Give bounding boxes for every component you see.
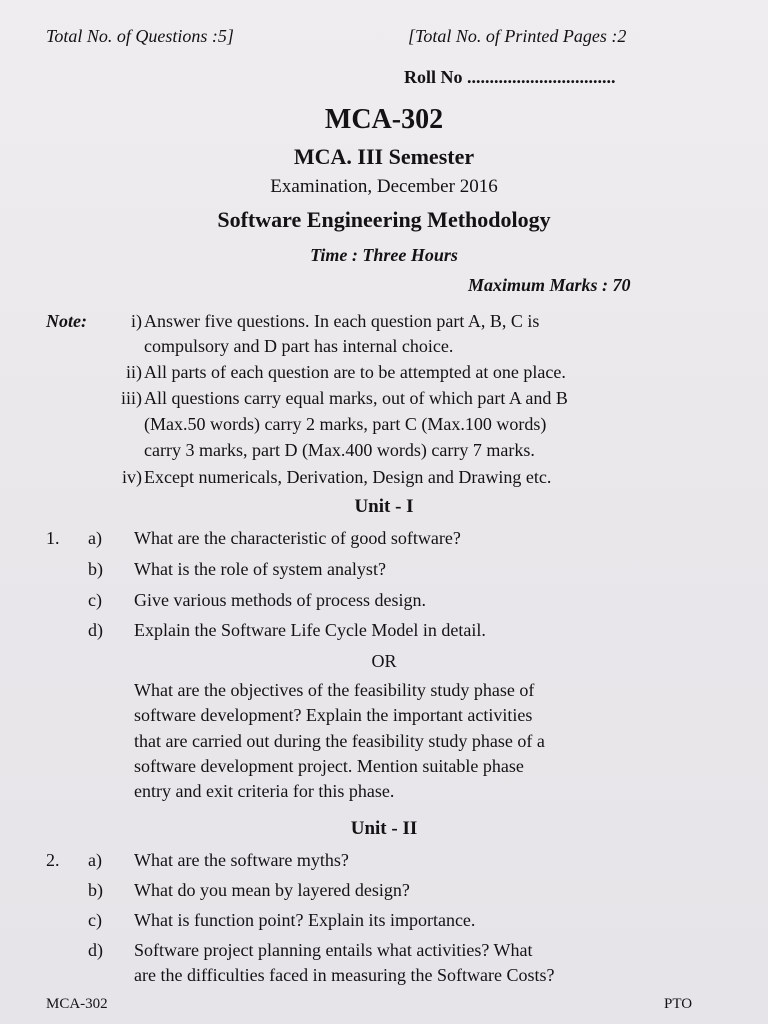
- note-item-line: Except numericals, Derivation, Design and Drawing etc.: [144, 467, 552, 487]
- note-item-line: compulsory and D part has internal choice.: [144, 336, 454, 356]
- question-part-label: a): [88, 850, 102, 870]
- note-item-number: iv): [122, 467, 142, 487]
- question-part-label: b): [88, 880, 103, 900]
- question-part-text: Software project planning entails what activities? What: [134, 940, 533, 960]
- or-separator: OR: [371, 651, 397, 671]
- note-item-line: Answer five questions. In each question part A, B, C is: [144, 311, 540, 331]
- question-part-label: d): [88, 940, 103, 960]
- question-part-label: b): [88, 559, 103, 579]
- question-number: 1.: [46, 528, 60, 548]
- alternative-question-line: entry and exit criteria for this phase.: [134, 781, 395, 801]
- unit-title: Unit - II: [350, 818, 418, 839]
- question-part-label: c): [88, 590, 102, 610]
- alternative-question-line: software development? Explain the important activities: [134, 705, 533, 725]
- semester: MCA. III Semester: [293, 144, 475, 169]
- note-item-number: ii): [126, 362, 142, 382]
- question-part-text: What are the characteristic of good software?: [134, 528, 461, 548]
- note-item-line: carry 3 marks, part D (Max.400 words) carry 7 marks.: [144, 440, 535, 460]
- note-label: Note:: [46, 311, 87, 331]
- question-part-label: c): [88, 910, 102, 930]
- examination: Examination, December 2016: [270, 176, 498, 197]
- paper-code-title: MCA-302: [324, 104, 444, 135]
- total-pages: [Total No. of Printed Pages :2: [408, 26, 627, 46]
- question-part-label: a): [88, 528, 102, 548]
- footer-paper-code: MCA-302: [46, 996, 108, 1012]
- footer-pto: PTO: [664, 996, 693, 1012]
- alternative-question-line: software development project. Mention suitable phase: [134, 756, 524, 776]
- unit-title: Unit - I: [354, 496, 414, 517]
- note-item-line: All questions carry equal marks, out of which part A and B: [144, 388, 568, 408]
- question-part-text: Explain the Software Life Cycle Model in detail.: [134, 620, 486, 640]
- exam-time: Time : Three Hours: [310, 245, 458, 265]
- alternative-question-line: What are the objectives of the feasibility study phase of: [134, 680, 535, 700]
- question-part-text: What is the role of system analyst?: [134, 559, 386, 579]
- max-marks: Maximum Marks : 70: [468, 275, 631, 295]
- question-part-text: are the difficulties faced in measuring the Software Costs?: [134, 965, 555, 985]
- note-item-line: (Max.50 words) carry 2 marks, part C (Max.100 words): [144, 414, 547, 434]
- total-questions: Total No. of Questions :5]: [46, 26, 234, 46]
- question-part-text: What do you mean by layered design?: [134, 880, 410, 900]
- question-part-label: d): [88, 620, 103, 640]
- subject-title: Software Engineering Methodology: [217, 207, 551, 232]
- question-part-text: What is function point? Explain its importance.: [134, 910, 476, 930]
- note-item-number: iii): [121, 388, 142, 408]
- roll-no: Roll No .................................: [404, 67, 616, 87]
- note-item-line: All parts of each question are to be attempted at one place.: [144, 362, 566, 382]
- question-number: 2.: [46, 850, 60, 870]
- note-item-number: i): [131, 311, 142, 331]
- question-part-text: Give various methods of process design.: [134, 590, 426, 610]
- alternative-question-line: that are carried out during the feasibility study phase of a: [134, 731, 545, 751]
- question-part-text: What are the software myths?: [134, 850, 349, 870]
